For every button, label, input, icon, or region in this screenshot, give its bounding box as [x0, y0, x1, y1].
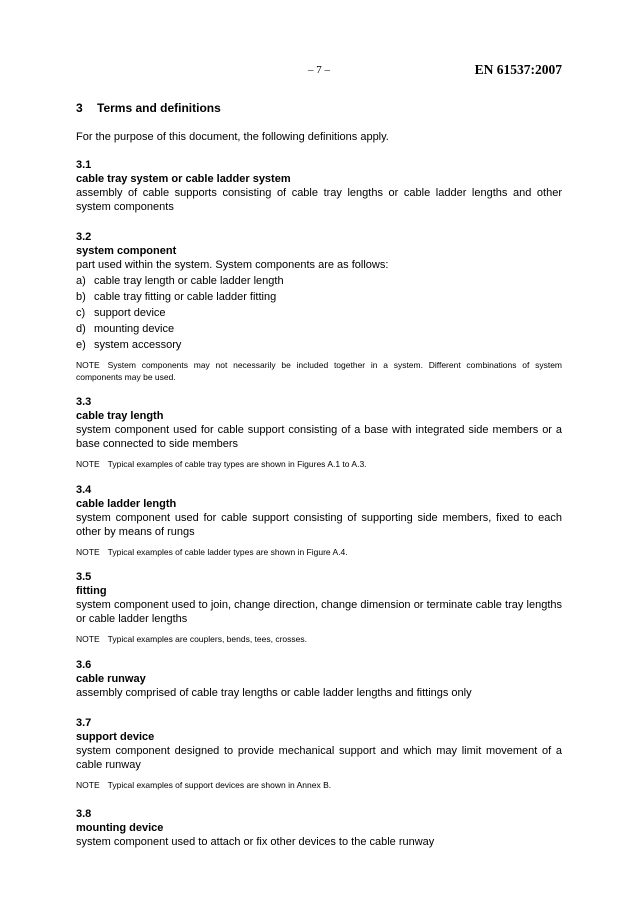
note-text: Typical examples of cable ladder types are shown in Figure A.4. [107, 546, 348, 557]
term-name: cable ladder length [76, 497, 177, 510]
term-number: 3.1 [76, 159, 92, 171]
list-text: cable tray length or cable ladder length [94, 275, 284, 287]
term-definition: system component used to join, change direction, change dimension or terminate cable tray lengths or cable ladder lengths [76, 599, 562, 625]
term-note [76, 780, 562, 792]
term-number: 3.4 [76, 483, 92, 496]
term-number: 3.8 [76, 808, 92, 820]
term-entry [76, 483, 562, 559]
section-title: Terms and definitions [97, 101, 221, 115]
document-id: EN 61537:2007 [474, 62, 562, 77]
term-note [76, 360, 562, 383]
term-definition: system component used for cable support consisting of supporting side members, fixed to each other by means of rungs [76, 511, 562, 538]
page-header [76, 62, 562, 80]
list-label: a) [76, 275, 86, 287]
list-text: support device [94, 307, 166, 319]
term-number: 3.3 [76, 396, 92, 408]
component-list [76, 274, 562, 352]
list-label: e) [76, 339, 86, 351]
term-name: cable tray system or cable ladder system [76, 173, 291, 185]
note-label: NOTE [76, 546, 100, 557]
list-item [76, 338, 562, 352]
term-number: 3.7 [76, 716, 92, 729]
term-name: system component [76, 245, 177, 257]
term-entry [76, 570, 562, 646]
term-number: 3.6 [76, 658, 92, 671]
section-number: 3 [76, 101, 83, 115]
list-item [76, 322, 562, 336]
term-name: mounting device [76, 822, 164, 834]
note-label: NOTE [76, 779, 100, 790]
term-number: 3.2 [76, 231, 92, 243]
term-entry [76, 807, 562, 849]
term-entry [76, 658, 562, 700]
section-heading [76, 101, 562, 115]
term-note [76, 547, 562, 559]
term-name: cable runway [76, 672, 146, 685]
term-entry [76, 230, 562, 383]
list-item [76, 306, 562, 320]
term-definition: assembly of cable supports consisting of cable tray lengths or cable ladder lengths and other system components [76, 187, 562, 213]
note-text: Typical examples of cable tray types are shown in Figures A.1 to A.3. [107, 459, 367, 469]
list-item [76, 274, 562, 288]
document-body [76, 101, 562, 861]
list-label: d) [76, 323, 86, 335]
term-entry [76, 158, 562, 214]
section-intro: For the purpose of this document, the following definitions apply. [76, 131, 389, 143]
term-definition: system component designed to provide mechanical support and which may limit movement of a cable runway [76, 744, 562, 771]
term-note [76, 459, 562, 471]
term-name: support device [76, 730, 155, 743]
list-item [76, 290, 562, 304]
note-label: NOTE [76, 360, 100, 370]
list-text: system accessory [94, 339, 182, 351]
list-label: c) [76, 307, 86, 319]
term-definition: system component used for cable support consisting of a base with integrated side members or a base connected to side members [76, 424, 562, 450]
term-entry [76, 395, 562, 471]
note-text: Typical examples of support devices are shown in Annex B. [107, 779, 332, 790]
term-definition: part used within the system. System components are as follows: [76, 259, 389, 271]
term-definition: assembly comprised of cable tray lengths or cable ladder lengths and fittings only [76, 686, 472, 699]
term-note [76, 634, 562, 646]
note-text: Typical examples are couplers, bends, tees, crosses. [107, 634, 307, 644]
page-number: – 7 – [308, 64, 330, 76]
note-text: System components may not necessarily be included together in a system. Different combinations of system components may be used. [76, 360, 562, 382]
list-label: b) [76, 291, 86, 303]
term-entry [76, 716, 562, 792]
term-name: fitting [76, 585, 107, 597]
note-label: NOTE [76, 634, 100, 644]
term-number: 3.5 [76, 571, 92, 583]
note-label: NOTE [76, 459, 100, 469]
term-definition: system component used to attach or fix other devices to the cable runway [76, 836, 435, 848]
list-text: cable tray fitting or cable ladder fitting [94, 291, 277, 303]
list-text: mounting device [94, 323, 175, 335]
term-name: cable tray length [76, 410, 164, 422]
